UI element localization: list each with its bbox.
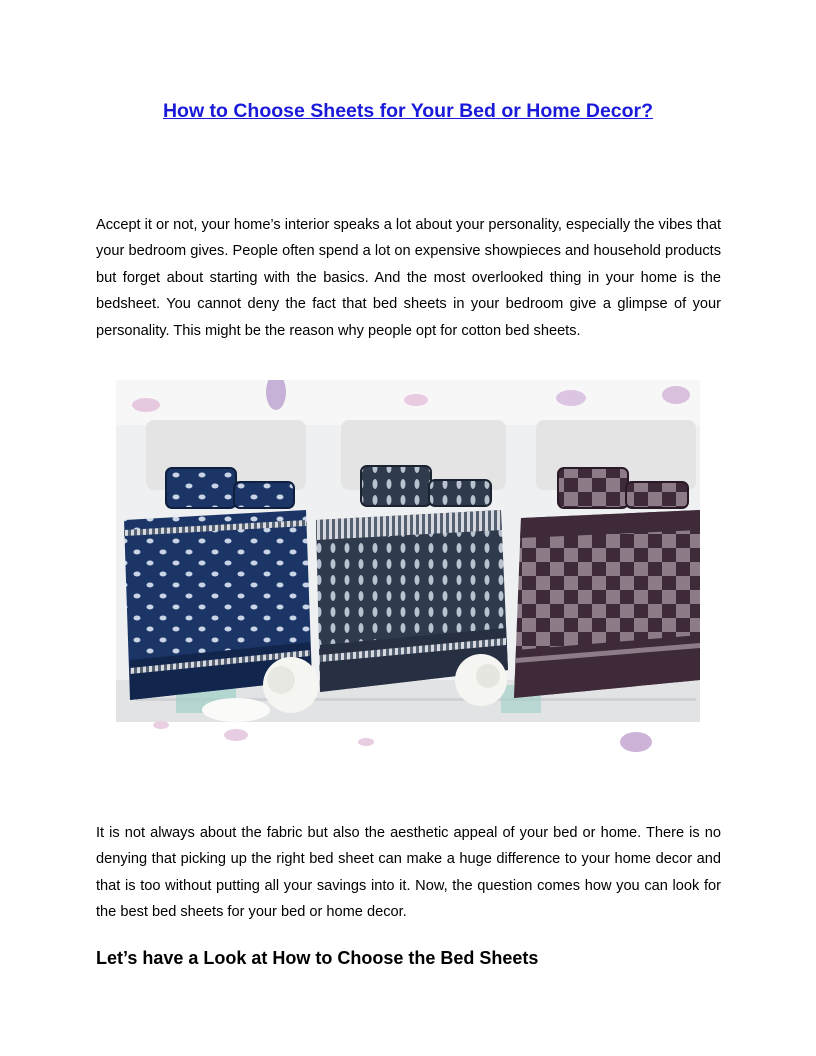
bedsheet-photo (116, 380, 700, 762)
page-title[interactable]: How to Choose Sheets for Your Bed or Home Decor? (162, 100, 654, 122)
section-heading: Let’s have a Look at How to Choose the Bed Sheets (96, 948, 539, 968)
intro-paragraph: Accept it or not, your home’s interior speaks a lot about your personality, especially the vibes that your bedroom gives. People often spend a lot on expensive showpieces and household products but forget about starting with the basics. And the most overlooked thing in your home is the bedsheet. You cannot deny the fact that bed sheets in your bedroom give a glimpse of your personality. This might be the reason why people opt for cotton bed sheets. (96, 216, 721, 339)
body-paragraph: It is not always about the fabric but also the aesthetic appeal of your bed or home. There is no denying that picking up the right bed sheet can make a huge difference to your home decor and that is too without putting all your savings into it. Now, the question comes how you can look for the best bed sheets for your bed or home decor. (96, 824, 721, 921)
